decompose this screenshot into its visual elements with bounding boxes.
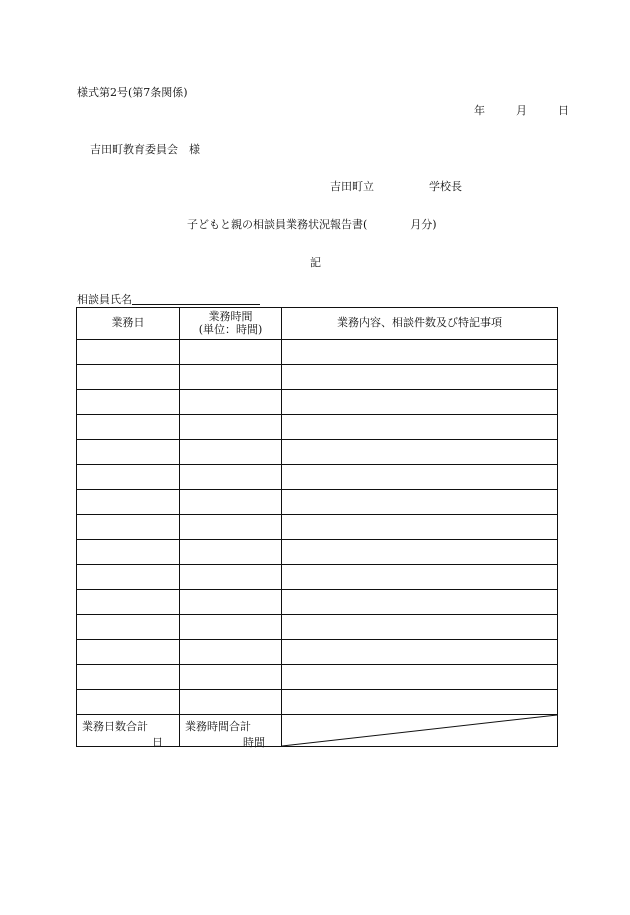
- work-day-cell[interactable]: [77, 465, 180, 490]
- content-cell[interactable]: [282, 365, 558, 390]
- table-row: [77, 465, 558, 490]
- table-row: [77, 615, 558, 640]
- content-cell[interactable]: [282, 565, 558, 590]
- work-day-cell[interactable]: [77, 415, 180, 440]
- work-day-cell[interactable]: [77, 665, 180, 690]
- total-hours-cell[interactable]: [180, 715, 282, 747]
- work-hours-cell[interactable]: [180, 415, 282, 440]
- work-day-cell[interactable]: [77, 565, 180, 590]
- header-work-day: 業務日: [77, 308, 180, 340]
- form-number: 様式第2号(第7条関係): [77, 86, 188, 99]
- header-content: 業務内容、相談件数及び特記事項: [282, 308, 558, 340]
- work-day-cell[interactable]: [77, 615, 180, 640]
- year-label: 年: [474, 104, 485, 117]
- title-prefix: 子どもと親の相談員業務状況報告書(: [187, 218, 368, 231]
- work-day-cell[interactable]: [77, 490, 180, 515]
- counselor-name-label: 相談員氏名: [77, 293, 132, 306]
- work-hours-cell[interactable]: [180, 540, 282, 565]
- table-row: [77, 490, 558, 515]
- content-cell[interactable]: [282, 440, 558, 465]
- table-body: [77, 340, 558, 715]
- table-row: [77, 540, 558, 565]
- title-suffix: 月分): [410, 218, 437, 231]
- total-content-cell-crossed: [282, 715, 558, 747]
- school-suffix: 学校長: [429, 180, 462, 193]
- ki-heading: 記: [310, 256, 321, 269]
- content-cell[interactable]: [282, 665, 558, 690]
- work-day-cell[interactable]: [77, 390, 180, 415]
- work-hours-cell[interactable]: [180, 640, 282, 665]
- work-hours-cell[interactable]: [180, 465, 282, 490]
- school-prefix: 吉田町立: [330, 180, 374, 193]
- report-table: [76, 307, 558, 747]
- work-hours-cell[interactable]: [180, 490, 282, 515]
- header-work-hours-line2: (単位：時間): [198, 322, 263, 336]
- day-label: 日: [558, 104, 569, 117]
- work-hours-cell[interactable]: [180, 515, 282, 540]
- work-hours-cell[interactable]: [180, 390, 282, 415]
- work-hours-cell[interactable]: [180, 615, 282, 640]
- content-cell[interactable]: [282, 640, 558, 665]
- work-hours-cell[interactable]: [180, 665, 282, 690]
- work-day-cell[interactable]: [77, 440, 180, 465]
- content-cell[interactable]: [282, 390, 558, 415]
- date-line: [474, 105, 569, 116]
- content-cell[interactable]: [282, 590, 558, 615]
- content-cell[interactable]: [282, 465, 558, 490]
- content-cell[interactable]: [282, 690, 558, 715]
- work-day-cell[interactable]: [77, 340, 180, 365]
- school-line: [330, 181, 462, 192]
- work-day-cell[interactable]: [77, 640, 180, 665]
- recipient: 吉田町教育委員会 様: [90, 143, 200, 156]
- content-cell[interactable]: [282, 490, 558, 515]
- table-row: [77, 640, 558, 665]
- counselor-name-field[interactable]: [77, 293, 260, 305]
- diagonal-strike: [282, 715, 557, 746]
- total-hours-label: 業務時間合計: [185, 720, 251, 733]
- table-row: [77, 665, 558, 690]
- content-cell[interactable]: [282, 540, 558, 565]
- totals-row: [77, 715, 558, 747]
- month-label: 月: [516, 104, 527, 117]
- content-cell[interactable]: [282, 415, 558, 440]
- table-row: [77, 590, 558, 615]
- work-hours-cell[interactable]: [180, 565, 282, 590]
- content-cell[interactable]: [282, 615, 558, 640]
- total-days-label: 業務日数合計: [82, 720, 148, 733]
- table-row: [77, 440, 558, 465]
- header-work-hours-line1: 業務時間: [208, 309, 253, 323]
- work-hours-cell[interactable]: [180, 690, 282, 715]
- work-hours-cell[interactable]: [180, 340, 282, 365]
- total-hours-unit: 時間: [243, 736, 265, 749]
- header-work-hours: [180, 308, 282, 340]
- work-day-cell[interactable]: [77, 515, 180, 540]
- work-day-cell[interactable]: [77, 590, 180, 615]
- table-row: [77, 365, 558, 390]
- content-cell[interactable]: [282, 515, 558, 540]
- total-days-unit: 日: [152, 736, 163, 749]
- counselor-name-blank[interactable]: [132, 293, 260, 305]
- document-title: [187, 219, 437, 230]
- work-hours-cell[interactable]: [180, 365, 282, 390]
- work-day-cell[interactable]: [77, 365, 180, 390]
- table-row: [77, 690, 558, 715]
- work-hours-cell[interactable]: [180, 590, 282, 615]
- work-day-cell[interactable]: [77, 690, 180, 715]
- work-day-cell[interactable]: [77, 540, 180, 565]
- content-cell[interactable]: [282, 340, 558, 365]
- table-row: [77, 565, 558, 590]
- header-row: [77, 308, 558, 340]
- table-row: [77, 415, 558, 440]
- table-row: [77, 390, 558, 415]
- table-row: [77, 340, 558, 365]
- total-days-cell[interactable]: [77, 715, 180, 747]
- work-hours-cell[interactable]: [180, 440, 282, 465]
- table-row: [77, 515, 558, 540]
